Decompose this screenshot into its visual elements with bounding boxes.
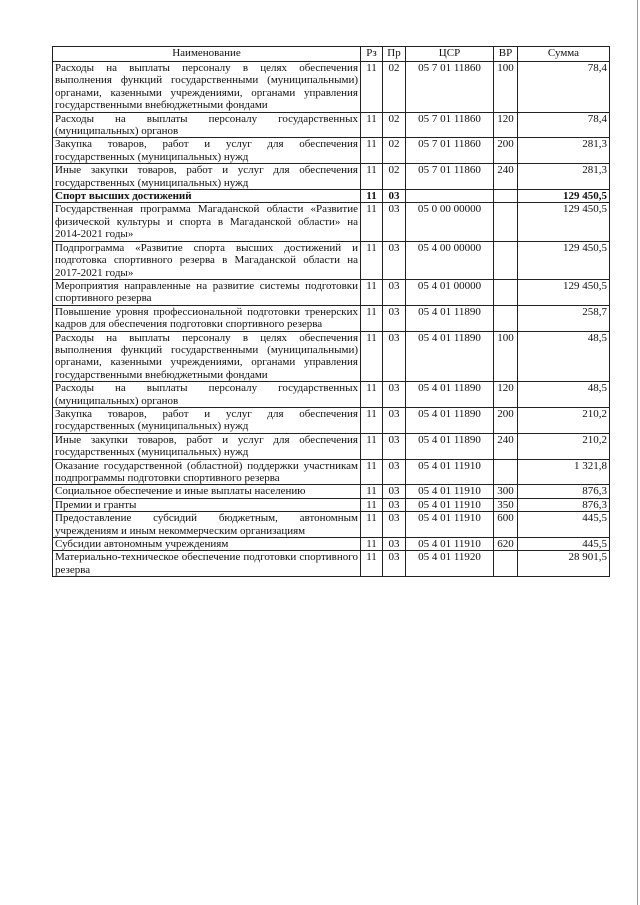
- cell-vr: 600: [494, 512, 518, 538]
- table-body: [53, 62, 610, 577]
- table-row: [53, 62, 610, 113]
- cell-vr: 200: [494, 407, 518, 433]
- cell-rz: 11: [361, 485, 383, 498]
- cell-vr: 100: [494, 331, 518, 382]
- table-row: [53, 459, 610, 485]
- header-csr: ЦСР: [406, 47, 494, 62]
- cell-name: Премии и гранты: [53, 498, 361, 511]
- cell-name: Оказание государственной (областной) поддержки участникам подпрограммы подготовки спортивного резерва: [53, 459, 361, 485]
- budget-table: [52, 46, 610, 577]
- cell-vr: [494, 459, 518, 485]
- cell-rz: 11: [361, 433, 383, 459]
- cell-csr: 05 4 01 11910: [406, 538, 494, 551]
- cell-name: Расходы на выплаты персоналу в целях обеспечения выполнения функций государственными (муниципальными) органами, казенными учреждениями, органами управления государственными внебюджетными фондами: [53, 62, 361, 113]
- cell-name: Расходы на выплаты персоналу государственных (муниципальных) органов: [53, 382, 361, 408]
- cell-name: Материально-техническое обеспечение подготовки спортивного резерва: [53, 551, 361, 577]
- cell-name: Субсидии автономным учреждениям: [53, 538, 361, 551]
- cell-vr: 240: [494, 433, 518, 459]
- cell-pr: 03: [383, 485, 406, 498]
- cell-csr: 05 4 01 11890: [406, 407, 494, 433]
- cell-pr: 03: [383, 551, 406, 577]
- cell-rz: 11: [361, 112, 383, 138]
- cell-name: Расходы на выплаты персоналу в целях обеспечения выполнения функций государственными (муниципальными) органами, казенными учреждениями, органами управления государственными внебюджетными фондами: [53, 331, 361, 382]
- cell-vr: 120: [494, 382, 518, 408]
- cell-csr: 05 4 01 00000: [406, 279, 494, 305]
- cell-rz: 11: [361, 512, 383, 538]
- cell-sum: 876,3: [518, 498, 610, 511]
- table-row: [53, 279, 610, 305]
- cell-sum: 48,5: [518, 331, 610, 382]
- cell-name: Мероприятия направленные на развитие системы подготовки спортивного резерва: [53, 279, 361, 305]
- cell-pr: 03: [383, 279, 406, 305]
- cell-sum: 281,3: [518, 164, 610, 190]
- cell-sum: 258,7: [518, 305, 610, 331]
- cell-pr: 03: [383, 305, 406, 331]
- cell-name: Иные закупки товаров, работ и услуг для обеспечения государственных (муниципальных) нужд: [53, 433, 361, 459]
- header-row: [53, 47, 610, 62]
- cell-vr: 620: [494, 538, 518, 551]
- cell-csr: 05 4 01 11890: [406, 382, 494, 408]
- cell-rz: 11: [361, 407, 383, 433]
- cell-sum: 129 450,5: [518, 241, 610, 279]
- cell-csr: 05 7 01 11860: [406, 62, 494, 113]
- cell-rz: 11: [361, 279, 383, 305]
- cell-csr: 05 4 01 11890: [406, 305, 494, 331]
- cell-csr: 05 4 01 11910: [406, 498, 494, 511]
- cell-name: Предоставление субсидий бюджетным, автономным учреждениям и иным некоммерческим организациям: [53, 512, 361, 538]
- cell-rz: 11: [361, 538, 383, 551]
- cell-name: Государственная программа Магаданской области «Развитие физической культуры и спорта в Магаданской области» на 2014-2021 годы»: [53, 203, 361, 241]
- table-row: [53, 331, 610, 382]
- cell-pr: 03: [383, 331, 406, 382]
- cell-csr: 05 4 01 11890: [406, 433, 494, 459]
- cell-sum: 281,3: [518, 138, 610, 164]
- cell-vr: [494, 551, 518, 577]
- cell-pr: 03: [383, 190, 406, 203]
- cell-csr: 05 0 00 00000: [406, 203, 494, 241]
- cell-csr: 05 4 01 11910: [406, 459, 494, 485]
- cell-rz: 11: [361, 331, 383, 382]
- cell-rz: 11: [361, 459, 383, 485]
- cell-csr: 05 7 01 11860: [406, 138, 494, 164]
- cell-pr: 03: [383, 407, 406, 433]
- cell-name: Закупка товаров, работ и услуг для обеспечения государственных (муниципальных) нужд: [53, 138, 361, 164]
- table-row: [53, 407, 610, 433]
- cell-vr: 100: [494, 62, 518, 113]
- table-row: [53, 164, 610, 190]
- header-sum: Сумма: [518, 47, 610, 62]
- table-row: [53, 305, 610, 331]
- cell-vr: 240: [494, 164, 518, 190]
- cell-sum: 129 450,5: [518, 279, 610, 305]
- table-row: [53, 538, 610, 551]
- cell-vr: 120: [494, 112, 518, 138]
- cell-pr: 02: [383, 112, 406, 138]
- cell-csr: 05 4 01 11910: [406, 512, 494, 538]
- cell-name: Подпрограмма «Развитие спорта высших достижений и подготовка спортивного резерва в Магаданской области на 2017-2021 годы»: [53, 241, 361, 279]
- cell-name: Расходы на выплаты персоналу государственных (муниципальных) органов: [53, 112, 361, 138]
- cell-rz: 11: [361, 190, 383, 203]
- header-vr: ВР: [494, 47, 518, 62]
- cell-pr: 03: [383, 382, 406, 408]
- header-name: Наименование: [53, 47, 361, 62]
- cell-pr: 03: [383, 538, 406, 551]
- cell-sum: 1 321,8: [518, 459, 610, 485]
- table-row: [53, 512, 610, 538]
- cell-sum: 210,2: [518, 407, 610, 433]
- cell-pr: 03: [383, 512, 406, 538]
- table-row: [53, 551, 610, 577]
- cell-rz: 11: [361, 305, 383, 331]
- table-row: [53, 203, 610, 241]
- cell-vr: [494, 305, 518, 331]
- header-pr: Пр: [383, 47, 406, 62]
- cell-name: Социальное обеспечение и иные выплаты населению: [53, 485, 361, 498]
- cell-csr: 05 4 00 00000: [406, 241, 494, 279]
- cell-pr: 02: [383, 62, 406, 113]
- table-row: [53, 241, 610, 279]
- table-row: [53, 498, 610, 511]
- header-rz: Рз: [361, 47, 383, 62]
- cell-name: Закупка товаров, работ и услуг для обеспечения государственных (муниципальных) нужд: [53, 407, 361, 433]
- scan-edge-line: [637, 0, 638, 905]
- cell-vr: [494, 203, 518, 241]
- cell-pr: 03: [383, 433, 406, 459]
- cell-pr: 03: [383, 498, 406, 511]
- cell-sum: 28 901,5: [518, 551, 610, 577]
- cell-pr: 03: [383, 241, 406, 279]
- cell-sum: 445,5: [518, 538, 610, 551]
- cell-vr: 350: [494, 498, 518, 511]
- cell-name: Иные закупки товаров, работ и услуг для обеспечения государственных (муниципальных) нужд: [53, 164, 361, 190]
- cell-rz: 11: [361, 241, 383, 279]
- table-row: [53, 138, 610, 164]
- cell-rz: 11: [361, 138, 383, 164]
- cell-vr: 300: [494, 485, 518, 498]
- cell-csr: 05 7 01 11860: [406, 112, 494, 138]
- table-row: [53, 433, 610, 459]
- cell-pr: 02: [383, 164, 406, 190]
- cell-vr: [494, 241, 518, 279]
- cell-rz: 11: [361, 382, 383, 408]
- cell-vr: [494, 190, 518, 203]
- cell-sum: 78,4: [518, 112, 610, 138]
- table-row: [53, 112, 610, 138]
- cell-csr: 05 7 01 11860: [406, 164, 494, 190]
- cell-pr: 03: [383, 459, 406, 485]
- cell-rz: 11: [361, 551, 383, 577]
- cell-sum: 129 450,5: [518, 190, 610, 203]
- cell-sum: 210,2: [518, 433, 610, 459]
- cell-pr: 02: [383, 138, 406, 164]
- cell-rz: 11: [361, 164, 383, 190]
- cell-csr: [406, 190, 494, 203]
- cell-rz: 11: [361, 203, 383, 241]
- table-row: [53, 190, 610, 203]
- cell-name: Повышение уровня профессиональной подготовки тренерских кадров для обеспечения подготовки спортивного резерва: [53, 305, 361, 331]
- cell-sum: 445,5: [518, 512, 610, 538]
- cell-sum: 48,5: [518, 382, 610, 408]
- cell-csr: 05 4 01 11890: [406, 331, 494, 382]
- cell-pr: 03: [383, 203, 406, 241]
- cell-sum: 129 450,5: [518, 203, 610, 241]
- cell-sum: 876,3: [518, 485, 610, 498]
- table-row: [53, 485, 610, 498]
- cell-rz: 11: [361, 62, 383, 113]
- cell-sum: 78,4: [518, 62, 610, 113]
- cell-vr: [494, 279, 518, 305]
- cell-csr: 05 4 01 11910: [406, 485, 494, 498]
- cell-name: Спорт высших достижений: [53, 190, 361, 203]
- cell-vr: 200: [494, 138, 518, 164]
- table-row: [53, 382, 610, 408]
- cell-rz: 11: [361, 498, 383, 511]
- cell-csr: 05 4 01 11920: [406, 551, 494, 577]
